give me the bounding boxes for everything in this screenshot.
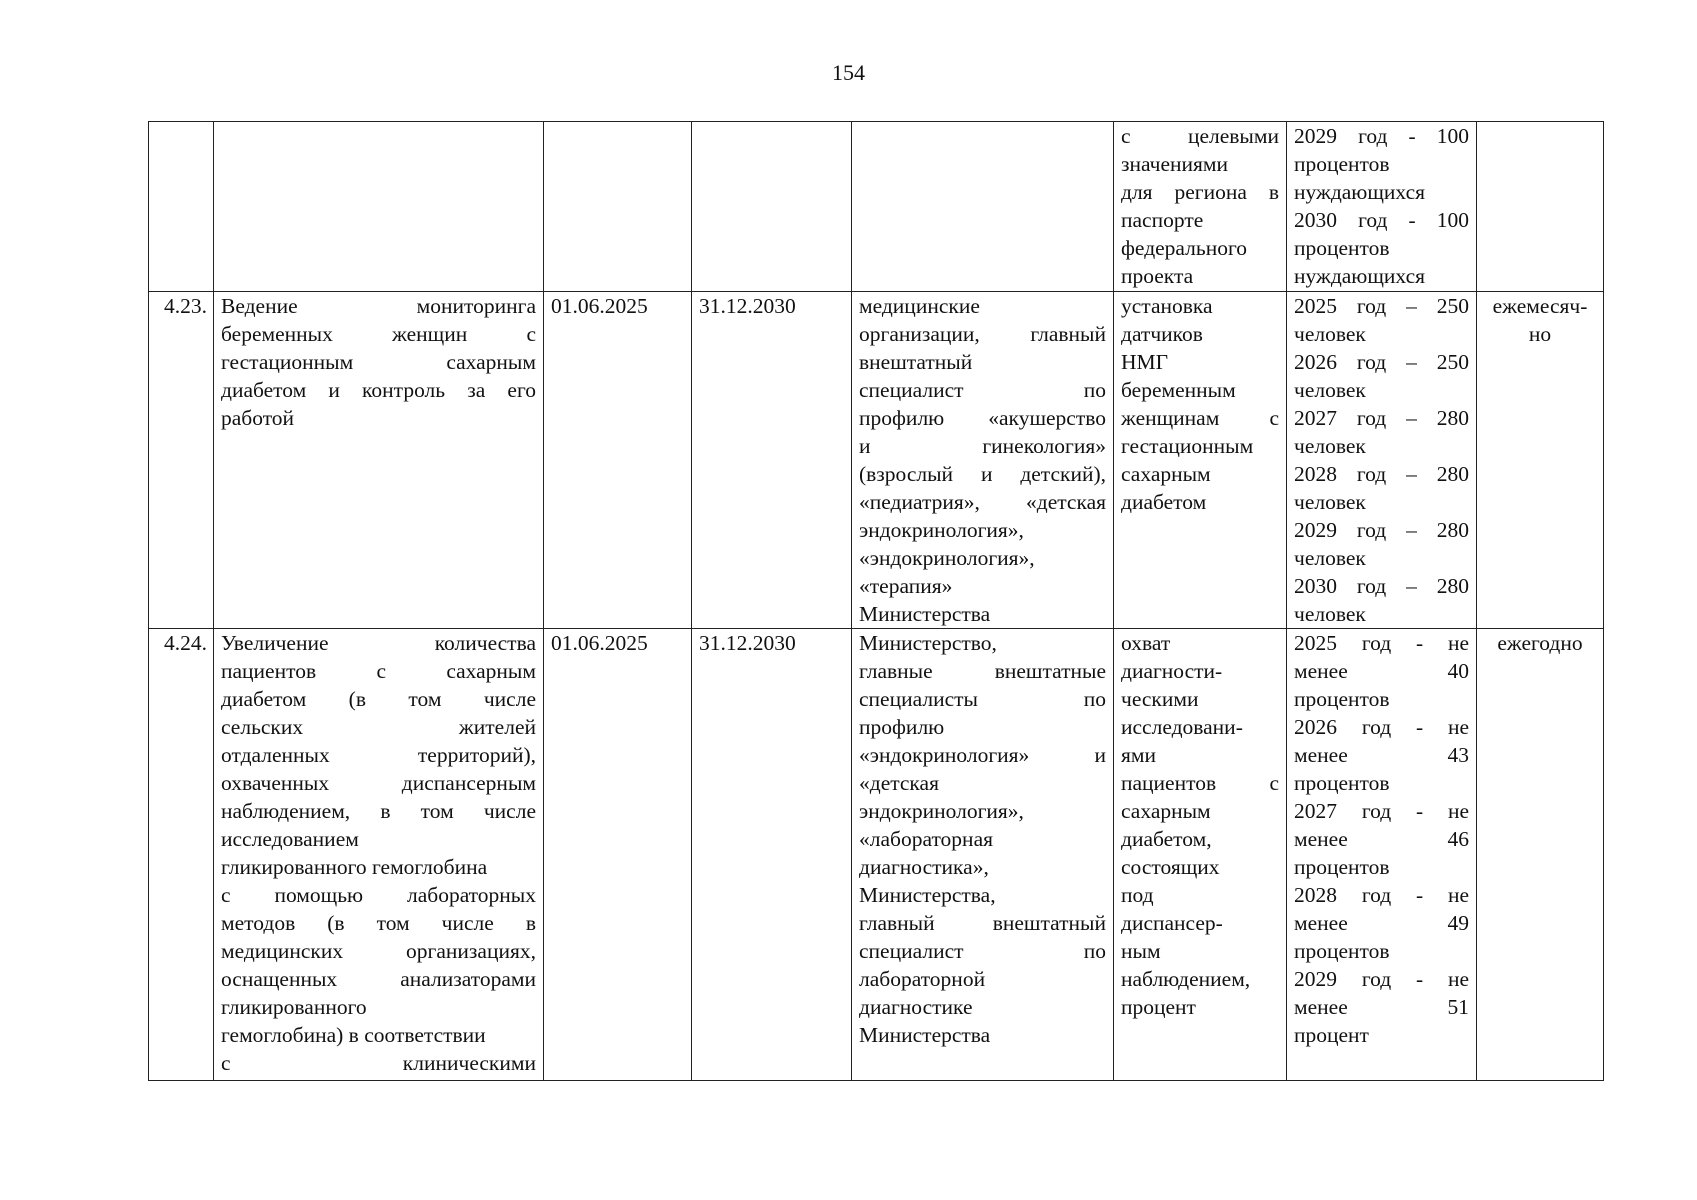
cell-text-line: беременным [1121, 378, 1236, 402]
cell-text-line: человек [1294, 378, 1366, 402]
cell-text-line: паспорте [1121, 208, 1204, 232]
cell-text-line: человек [1294, 546, 1366, 570]
cell-text-line: процентов [1294, 236, 1390, 260]
cell-text-line: менее 51 [1294, 995, 1469, 1019]
cell-text-line: диагностике [859, 995, 973, 1019]
cell-text-line: лабораторной [859, 967, 986, 991]
cell-text-line: нуждающихся [1294, 264, 1425, 288]
cell-text-line: 2030 год - 100 [1294, 208, 1469, 232]
cell-text-line: состоящих [1121, 855, 1220, 879]
cell-text-line: «лабораторная [859, 827, 993, 851]
cell-text-line: человек [1294, 322, 1366, 346]
cell-text-line: с клиническими [221, 1051, 536, 1075]
cell-text-line: гестационным сахарным [221, 350, 536, 374]
cell-text-line: НМГ [1121, 350, 1169, 374]
row-number-cell: 4.23. [149, 292, 214, 629]
cell-text-line: гликированного [221, 995, 367, 1019]
cell-text-line: 2029 год – 280 [1294, 518, 1469, 542]
cell-text-line: «эндокринология», [859, 546, 1035, 570]
page-number: 154 [832, 60, 865, 85]
cell-text-line: датчиков [1121, 322, 1203, 346]
cell-text-line: 2028 год – 280 [1294, 462, 1469, 486]
cell-text-line: процентов [1294, 152, 1390, 176]
cell-text-line: значениями [1121, 152, 1229, 176]
cell-text-line: Министерство, [859, 631, 997, 655]
cell-text-line: сахарным [1121, 799, 1211, 823]
cell-text-line: менее 40 [1294, 659, 1469, 683]
cell-text-line: исследовани- [1121, 715, 1243, 739]
cell-text-line: 2026 год - не [1294, 715, 1469, 739]
cell-text-line: диабетом (в том числе [221, 687, 536, 711]
plan-table [148, 121, 1604, 1081]
cell-text-line: под [1121, 883, 1154, 907]
table-row [149, 292, 1604, 629]
cell-text-line: работой [221, 406, 295, 430]
cell-text-line: диабетом и контроль за его [221, 378, 536, 402]
cell-text-line: диабетом, [1121, 827, 1212, 851]
end-date-cell [692, 122, 852, 292]
cell-text-line: Министерства, [859, 883, 996, 907]
cell-text-line: сахарным [1121, 462, 1211, 486]
cell-text-line: процентов [1294, 939, 1390, 963]
indicator-cell [1114, 122, 1287, 292]
table-row [149, 122, 1604, 292]
cell-text-line: установка [1121, 294, 1213, 318]
cell-text-line: Ведение мониторинга [221, 294, 536, 318]
cell-text-line: Министерства [859, 602, 991, 626]
target-values-cell [1287, 629, 1477, 1081]
cell-text-line: менее 46 [1294, 827, 1469, 851]
cell-text-line: главные внештатные [859, 659, 1106, 683]
cell-text-line: наблюдением, [1121, 967, 1251, 991]
cell-text-line: специалист по [859, 939, 1106, 963]
responsible-cell [852, 292, 1114, 629]
cell-text-line: процентов [1294, 687, 1390, 711]
row-number-cell: 4.24. [149, 629, 214, 1081]
cell-text-line: эндокринология», [859, 799, 1024, 823]
cell-text-line: сельских жителей [221, 715, 536, 739]
event-cell [214, 292, 544, 629]
cell-text-line: специалисты по [859, 687, 1106, 711]
indicator-cell [1114, 292, 1287, 629]
cell-text-line: процент [1121, 995, 1196, 1019]
cell-text-line: охват [1121, 631, 1171, 655]
cell-text-line: 2026 год – 250 [1294, 350, 1469, 374]
cell-text-line: 2027 год – 280 [1294, 406, 1469, 430]
cell-text-line: (взрослый и детский), [859, 462, 1106, 486]
cell-text-line: 2027 год - не [1294, 799, 1469, 823]
cell-text-line: для региона в [1121, 180, 1279, 204]
cell-text-line: 2030 год – 280 [1294, 574, 1469, 598]
frequency-cell: ежегодно [1477, 629, 1604, 1081]
event-cell [214, 122, 544, 292]
cell-text-line: менее 43 [1294, 743, 1469, 767]
cell-text-line: диагности- [1121, 659, 1223, 683]
cell-text-line: человек [1294, 490, 1366, 514]
end-date-cell: 31.12.2030 [692, 292, 852, 629]
cell-text-line: федерального [1121, 236, 1247, 260]
cell-text-line: с целевыми [1121, 124, 1279, 148]
cell-text-line: оснащенных анализаторами [221, 967, 536, 991]
cell-text-line: пациентов с сахарным [221, 659, 536, 683]
start-date-cell [544, 122, 692, 292]
cell-text-line: процентов [1294, 771, 1390, 795]
cell-text-line: 2029 год - 100 [1294, 124, 1469, 148]
table-row [149, 629, 1604, 1081]
cell-text-line: эндокринология», [859, 518, 1024, 542]
cell-text-line: профилю [859, 715, 945, 739]
target-values-cell [1287, 122, 1477, 292]
cell-text-line: процент [1294, 1023, 1369, 1047]
cell-text-line: с помощью лабораторных [221, 883, 536, 907]
start-date-cell: 01.06.2025 [544, 629, 692, 1081]
table-body [149, 122, 1604, 1081]
cell-text-line: человек [1294, 434, 1366, 458]
start-date-cell: 01.06.2025 [544, 292, 692, 629]
cell-text-line: специалист по [859, 378, 1106, 402]
cell-text-line: 2025 год - не [1294, 631, 1469, 655]
cell-text-line: Министерства [859, 1023, 991, 1047]
cell-text-line: наблюдением, в том числе [221, 799, 536, 823]
cell-text-line: женщинам с [1121, 406, 1279, 430]
cell-text-line: организации, главный [859, 322, 1106, 346]
responsible-cell [852, 122, 1114, 292]
target-values-cell [1287, 292, 1477, 629]
cell-text-line: человек [1294, 602, 1366, 626]
frequency-cell [1477, 122, 1604, 292]
cell-text-line: процентов [1294, 855, 1390, 879]
frequency-cell: ежемесяч- но [1477, 292, 1604, 629]
cell-text-line: «педиатрия», «детская [859, 490, 1106, 514]
cell-text-line: проекта [1121, 264, 1194, 288]
cell-text-line: методов (в том числе в [221, 911, 536, 935]
cell-text-line: «эндокринология» и [859, 743, 1106, 767]
row-number-cell [149, 122, 214, 292]
end-date-cell: 31.12.2030 [692, 629, 852, 1081]
cell-text-line: медицинских организациях, [221, 939, 536, 963]
cell-text-line: 2029 год - не [1294, 967, 1469, 991]
cell-text-line: пациентов с [1121, 771, 1279, 795]
cell-text-line: внештатный [859, 350, 973, 374]
cell-text-line: охваченных диспансерным [221, 771, 536, 795]
cell-text-line: гестационным [1121, 434, 1254, 458]
indicator-cell [1114, 629, 1287, 1081]
cell-text-line: беременных женщин с [221, 322, 536, 346]
responsible-cell [852, 629, 1114, 1081]
cell-text-line: «детская [859, 771, 939, 795]
cell-text-line: диабетом [1121, 490, 1207, 514]
cell-text-line: главный внештатный [859, 911, 1106, 935]
cell-text-line: отдаленных территорий), [221, 743, 536, 767]
cell-text-line: «терапия» [859, 574, 953, 598]
event-cell [214, 629, 544, 1081]
cell-text-line: исследованием [221, 827, 359, 851]
cell-text-line: Увеличение количества [221, 631, 536, 655]
cell-text-line: менее 49 [1294, 911, 1469, 935]
cell-text-line: 2025 год – 250 [1294, 294, 1469, 318]
cell-text-line: диагностика», [859, 855, 989, 879]
cell-text-line: 2028 год - не [1294, 883, 1469, 907]
cell-text-line: медицинские [859, 294, 980, 318]
cell-text-line: нуждающихся [1294, 180, 1425, 204]
cell-text-line: диспансер- [1121, 911, 1223, 935]
cell-text-line: ческими [1121, 687, 1199, 711]
cell-text-line: ями [1121, 743, 1157, 767]
cell-text-line: ным [1121, 939, 1161, 963]
cell-text-line: гемоглобина) в соответствии [221, 1023, 486, 1047]
cell-text-line: гликированного гемоглобина [221, 855, 488, 879]
cell-text-line: и гинекология» [859, 434, 1106, 458]
cell-text-line: профилю «акушерство [859, 406, 1106, 430]
